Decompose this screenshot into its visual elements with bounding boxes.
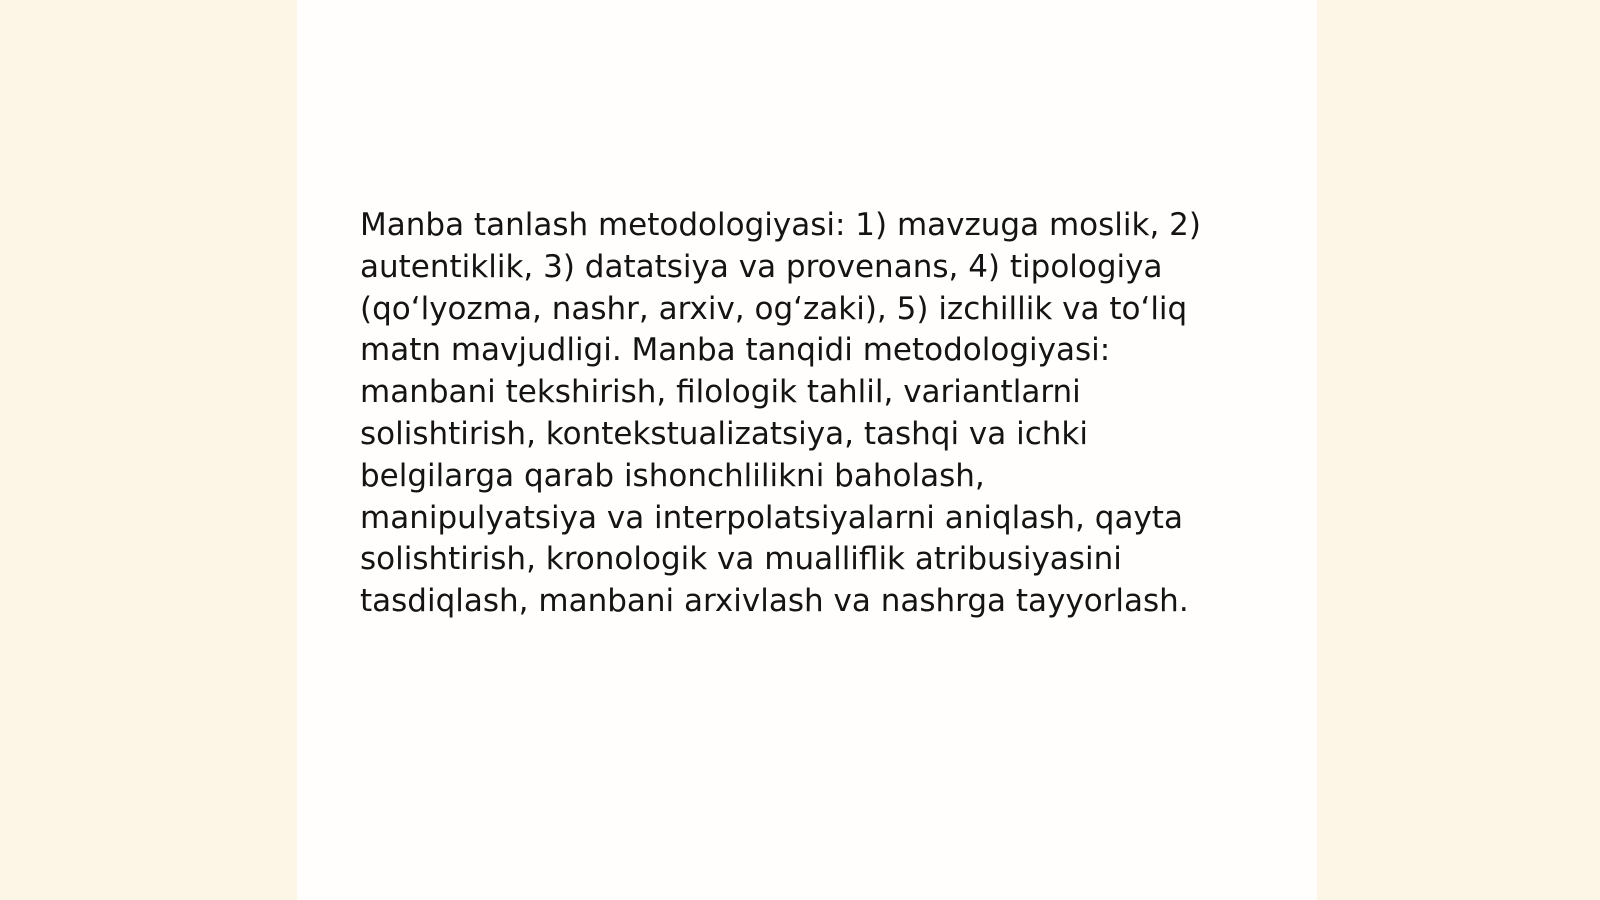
text-line: solishtirish, kontekstualizatsiya, tashqi va ichki [360,415,1088,452]
text-line: solishtirish, kronologik va mualliflik atribusiyasini [360,541,1122,578]
text-line: Manba tanlash metodologiyasi: 1) mavzuga moslik, 2) [360,207,1201,243]
document-page [297,0,1317,900]
text-line: autentiklik, 3) datatsiya va provenans, 4) tipologiya [360,248,1163,285]
text-line: manbani tekshirish, filologik tahlil, variantlarni [360,374,1081,411]
text-line: matn mavjudligi. Manba tanqidi metodologiyasi: [360,332,1111,369]
text-line: tasdiqlash, manbani arxivlash va nashrga tayyorlash. [360,583,1189,620]
body-paragraph [360,205,1260,623]
text-line: belgilarga qarab ishonchlilikni baholash, [360,457,985,494]
text-line: manipulyatsiya va interpolatsiyalarni aniqlash, qayta [360,499,1183,536]
text-line: (qo‘lyozma, nashr, arxiv, og‘zaki), 5) izchillik va to‘liq [360,290,1188,327]
